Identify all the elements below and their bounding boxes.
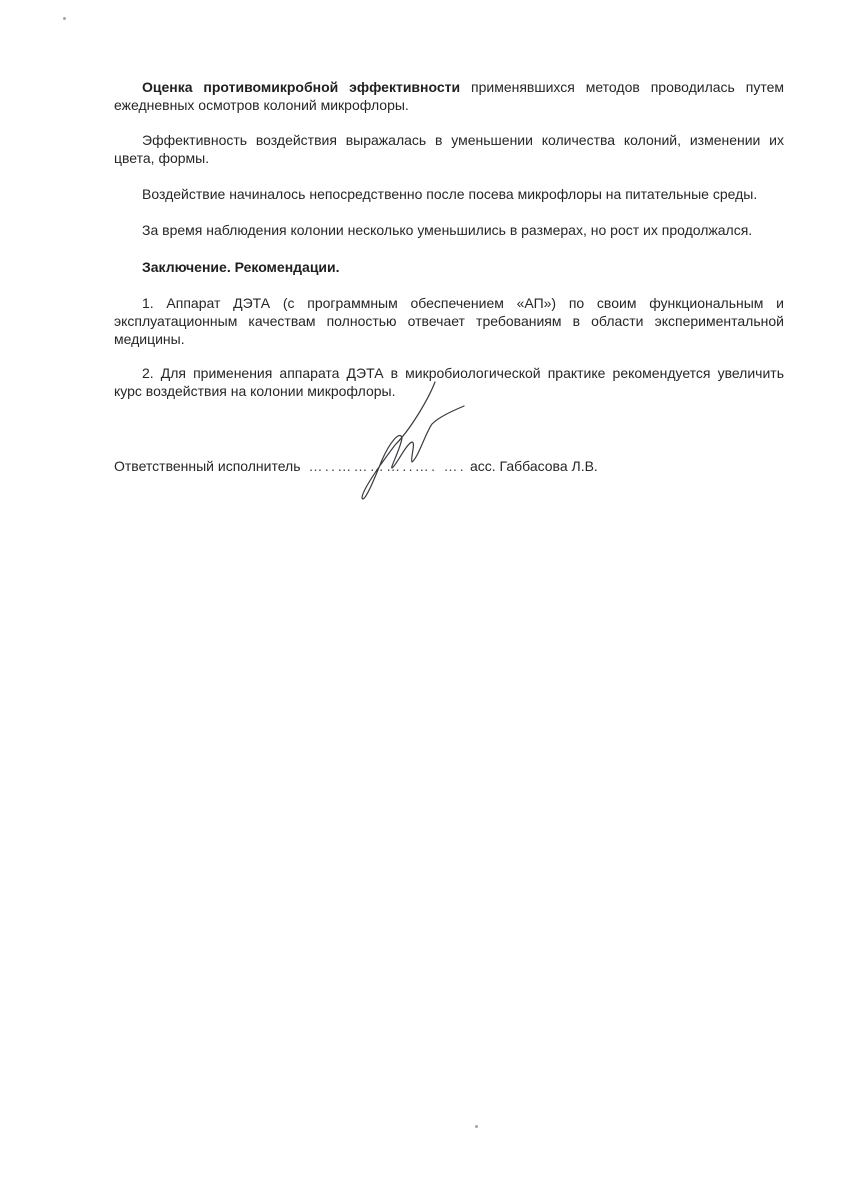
handwritten-signature	[340, 380, 480, 505]
paragraph-effectiveness	[114, 131, 784, 167]
section-heading	[114, 258, 784, 276]
paragraph-evaluation	[114, 78, 784, 114]
paragraph-text: применявшихся методов проводилась путем ежедневных осмотров колоний микрофлоры.	[114, 79, 784, 113]
signatory-name: асс. Габбасова Л.В.	[469, 458, 598, 474]
scan-speck	[475, 1125, 478, 1128]
paragraph-text: За время наблюдения колонии несколько уменьшились в размерах, но рост их продолжался.	[142, 222, 753, 238]
recommendation-text: 2. Для применения аппарата ДЭТА в микробиологической практике рекомендуется увеличить курс воздействия на колонии микрофлоры.	[114, 365, 784, 399]
role-label: Ответственный исполнитель	[114, 458, 301, 474]
recommendation-text: 1. Аппарат ДЭТА (с программным обеспечением «АП») по своим функциональным и эксплуатационным качествам полностью отвечает требованиям в области экспериментальной медицины.	[114, 295, 784, 347]
paragraph-observation	[114, 221, 784, 239]
recommendation-1	[114, 294, 784, 348]
paragraph-start	[114, 185, 784, 203]
signature-dots: …..…………..…. ….	[308, 458, 466, 474]
paragraph-text: Эффективность воздействия выражалась в уменьшении количества колоний, изменении их цвета, формы.	[114, 132, 784, 166]
scan-speck	[63, 17, 66, 20]
section-heading-text: Заключение. Рекомендации.	[142, 259, 340, 275]
paragraph-text: Воздействие начиналось непосредственно после посева микрофлоры на питательные среды.	[142, 186, 758, 202]
paragraph-bold-lead: Оценка противомикробной эффективности	[142, 79, 461, 95]
